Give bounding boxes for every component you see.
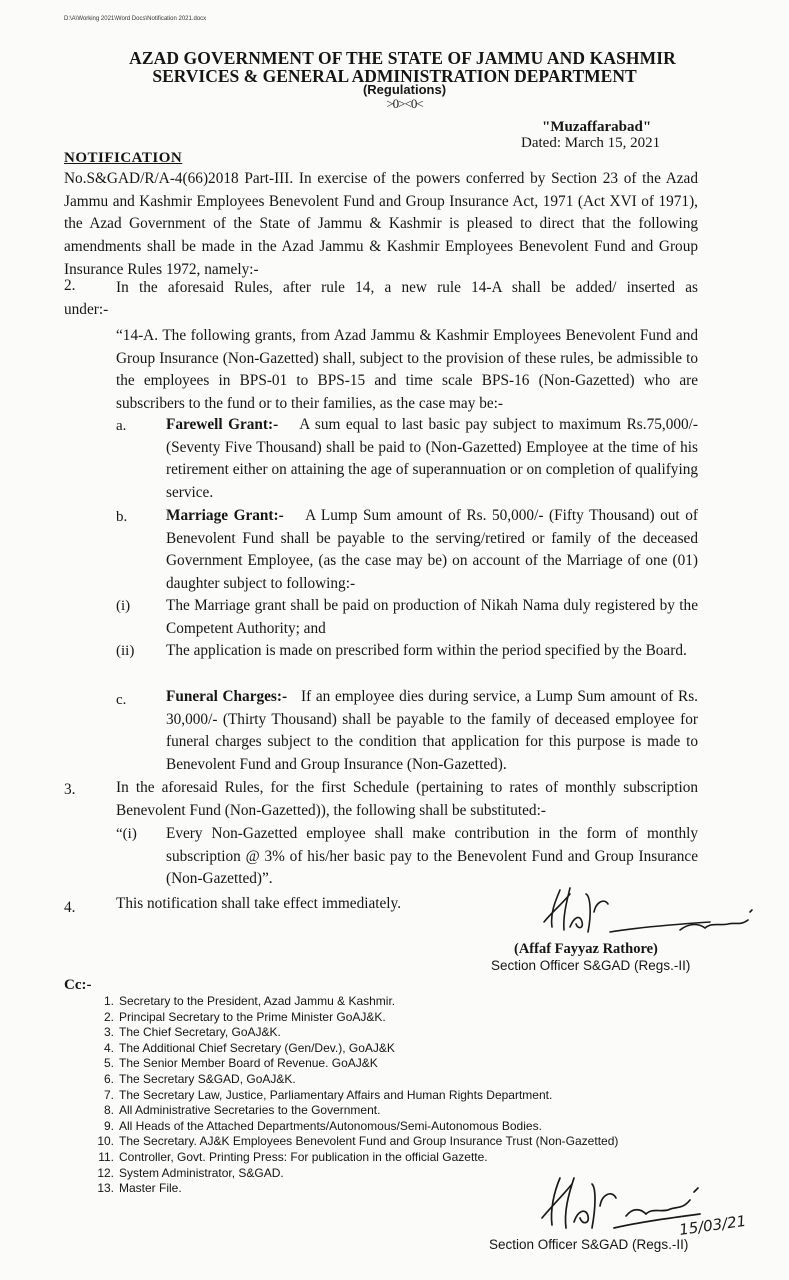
signature-date: 15/03/21 xyxy=(678,1211,748,1239)
item-a-text: A sum equal to last basic pay subject to maximum Rs.75,000/- (Seventy Five Thousand) shall be paid to (Non-Gazetted) Employee at the time of his retirement either on attaining the age of superannuation or on completion of qualifying service. xyxy=(166,416,698,502)
item-ii-label: (ii) xyxy=(116,643,135,659)
item-c-heading: Funeral Charges:- xyxy=(166,688,288,705)
file-path: D:\A\Working 2021\Word Docs\Notification 2021.docx xyxy=(64,16,207,22)
cc-heading: Cc:- xyxy=(64,977,92,993)
paragraph-4-text: This notification shall take effect immediately. xyxy=(116,895,402,912)
item-a-label: a. xyxy=(116,418,127,434)
item-a-heading: Farewell Grant:- xyxy=(166,416,279,433)
cc-item: 11. Controller, Govt. Printing Press: For publication in the official Gazette. xyxy=(98,1149,488,1164)
item-c-label: c. xyxy=(116,692,127,708)
signatory-name: (Affaf Fayyaz Rathore) xyxy=(514,941,658,957)
cc-item: 5. The Senior Member Board of Revenue. GoAJ&K xyxy=(103,1056,378,1071)
paragraph-3-sub-label: “(i) xyxy=(116,826,137,842)
place: "Muzaffarabad" xyxy=(542,119,652,135)
item-b-label: b. xyxy=(116,509,128,525)
paragraph-4-number: 4. xyxy=(64,899,76,916)
item-c xyxy=(166,686,698,777)
signatory-designation: Section Officer S&GAD (Regs.-II) xyxy=(491,958,691,973)
paragraph-3-sub-text: Every Non-Gazetted employee shall make contribution in the form of monthly subscription @ 3% of his/her basic pay to the Benevolent Fund and Group Insurance (Non-Gazetted)”. xyxy=(166,825,698,888)
header-ornament: >0><0< xyxy=(386,96,423,111)
rule-14a-intro: “14-A. The following grants, from Azad Jammu & Kashmir Employees Benevolent Fund and Group Insurance (Non-Gazetted) shall, subject to the provision of these rules, be admissible to the employees in BPS-01 to BPS-15 and time scale BPS-16 (Non-Gazetted) who are subscribers to the fund or to their families, as the case may be:- xyxy=(116,327,698,413)
cc-item: 10. The Secretary. AJ&K Employees Benevolent Fund and Group Insurance Trust (Non-Gazetted) xyxy=(97,1134,619,1149)
cc-item: 13. Master File. xyxy=(97,1181,182,1196)
item-b-heading: Marriage Grant:- xyxy=(166,507,284,524)
cc-item: 12. System Administrator, S&GAD. xyxy=(97,1165,284,1180)
cc-item: 2. Principal Secretary to the Prime Minister GoAJ&K. xyxy=(103,1009,386,1024)
cc-item: 6. The Secretary S&GAD, GoAJ&K. xyxy=(103,1071,296,1086)
cc-item: 4. The Additional Chief Secretary (Gen/Dev.), GoAJ&K xyxy=(103,1040,395,1055)
paragraph-2-number: 2. xyxy=(64,277,76,294)
paragraph-1: No.S&GAD/R/A-4(66)2018 Part-III. In exercise of the powers conferred by Section 23 of the Azad Jammu and Kashmir Employees Benevolent Fund and Group Insurance Act, 1971 (Act XVI of 1971), the Azad Government of the State of Jammu & Kashmir is pleased to direct that the following amendments shall be made in the Azad Jammu & Kashmir Employees Benevolent Fund and Group Insurance Rules 1972, namely:- xyxy=(64,170,698,278)
signature-2 xyxy=(530,1170,780,1240)
cc-item: 9. All Heads of the Attached Departments/Autonomous/Semi-Autonomous Bodies. xyxy=(103,1118,542,1133)
section-title: (Regulations) xyxy=(362,82,447,97)
government-title: AZAD GOVERNMENT OF THE STATE OF JAMMU AND KASHMIR xyxy=(129,48,676,68)
cc-list xyxy=(84,994,618,1197)
item-b xyxy=(166,505,698,596)
item-c-text: If an employee dies during service, a Lump Sum amount of Rs. 30,000/- (Thirty Thousand) shall be payable to the family of deceased employee for funeral charges subject to the condition that application for this purpose is made to Benevolent Fund and Group Insurance (Non-Gazetted). xyxy=(166,688,698,774)
paragraph-2-continued: under:- xyxy=(64,301,109,318)
cc-item: 3. The Chief Secretary, GoAJ&K. xyxy=(103,1025,281,1040)
paragraph-3-number: 3. xyxy=(64,781,76,798)
item-a xyxy=(166,414,698,505)
item-b-text: A Lump Sum amount of Rs. 50,000/- (Fifty Thousand) out of Benevolent Fund shall be payable to the serving/retired or family of the deceased Government Employee, (as the case may be) on account of the Marriage of one (01) daughter subject to following:- xyxy=(166,507,698,593)
cc-item: 8. All Administrative Secretaries to the Government. xyxy=(103,1103,381,1118)
department-title: SERVICES & GENERAL ADMINISTRATION DEPARTMENT xyxy=(152,66,637,86)
paragraph-2: In the aforesaid Rules, after rule 14, a new rule 14-A shall be added/ inserted as xyxy=(116,279,698,296)
cc-item: 7. The Secretary Law, Justice, Parliamentary Affairs and Human Rights Department. xyxy=(103,1087,553,1102)
footer-designation: Section Officer S&GAD (Regs.-II) xyxy=(489,1237,689,1252)
notification-title: NOTIFICATION xyxy=(64,150,183,166)
paragraph-3: In the aforesaid Rules, for the first Schedule (pertaining to rates of monthly subscription Benevolent Fund (Non-Gazetted)), the following shall be substituted:- xyxy=(116,779,698,819)
item-i-text: The Marriage grant shall be paid on production of Nikah Nama duly registered by the Competent Authority; and xyxy=(166,597,698,637)
item-ii-text: The application is made on prescribed form within the period specified by the Board. xyxy=(166,642,687,659)
date: Dated: March 15, 2021 xyxy=(521,135,661,151)
cc-item: 1. Secretary to the President, Azad Jammu & Kashmir. xyxy=(103,994,396,1008)
signature-1 xyxy=(530,882,760,942)
item-i-label: (i) xyxy=(116,598,131,614)
